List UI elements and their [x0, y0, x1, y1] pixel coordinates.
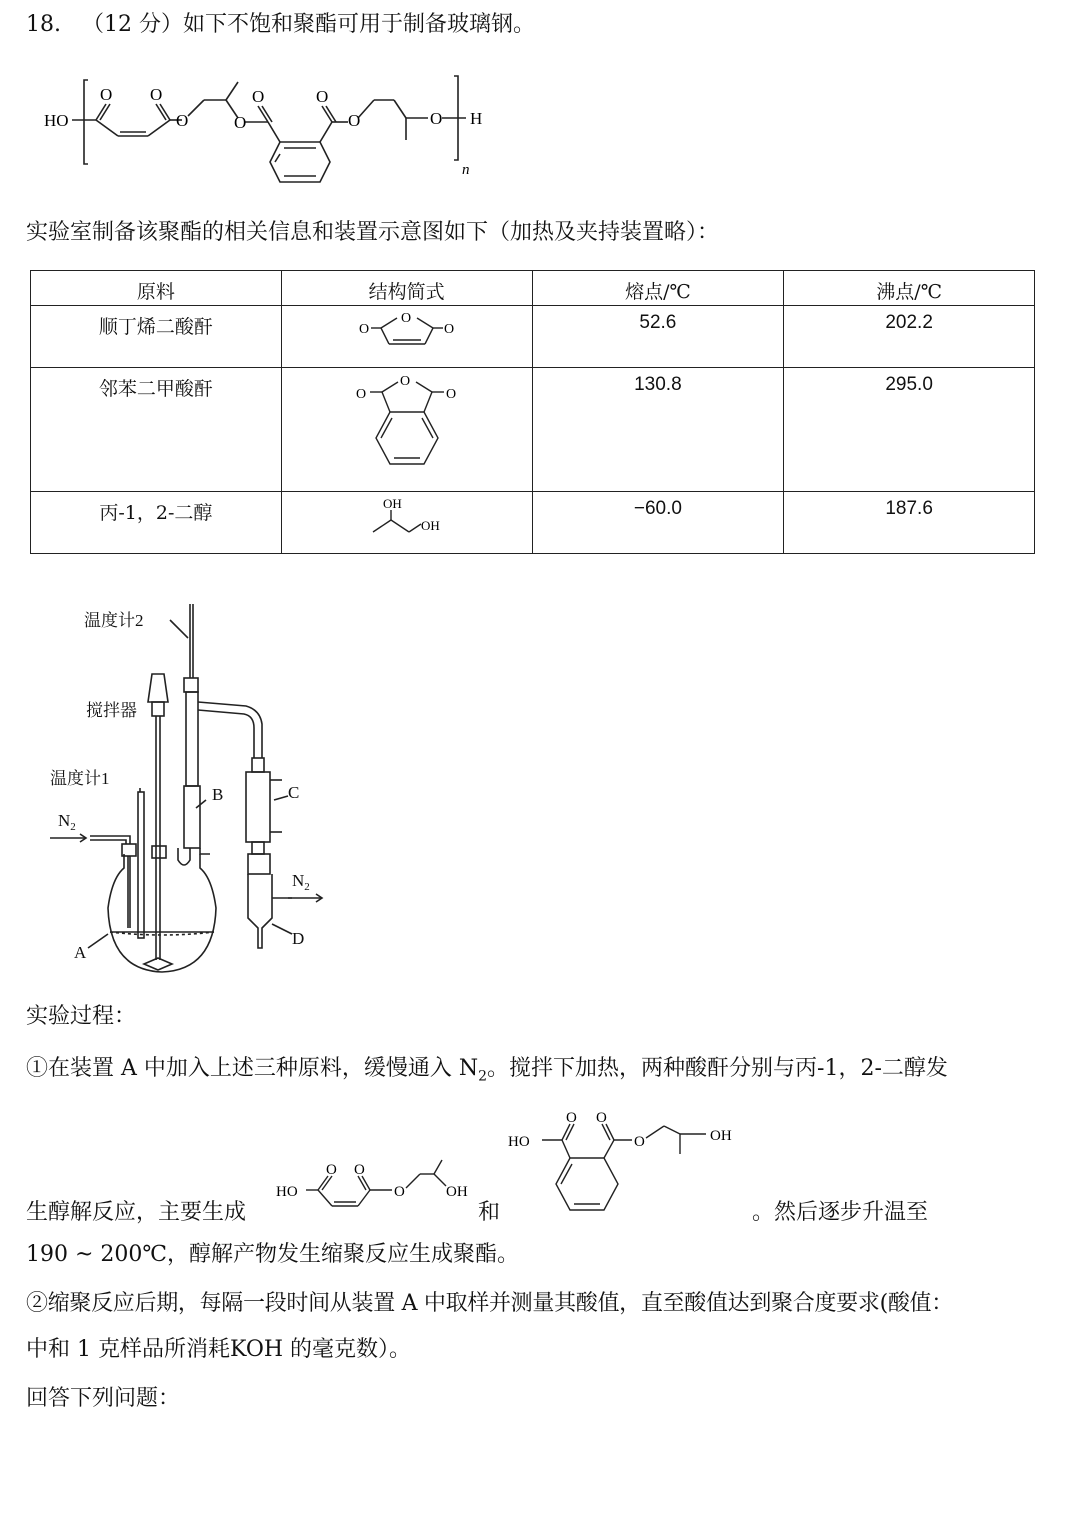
step-2-line-1: ②缩聚反应后期，每隔一段时间从装置 A 中取样并测量其酸值，直至酸值达到聚合度要求(酸值： [26, 1291, 953, 1316]
apparatus-diagram [40, 598, 340, 978]
material-name: 丙-1，2-二醇 [31, 492, 282, 554]
step-1-text-e: 190 ~ 200℃，醇解产物发生缩聚反应生成聚酯。 [26, 1242, 520, 1267]
step-1-text-b: 。搅拌下加热，两种酸酐分别与丙-1，2-二醇发 [487, 1056, 948, 1081]
polymer-structure [30, 70, 510, 200]
and-text: 和 [478, 1200, 501, 1225]
structure-cell [281, 306, 532, 368]
product-2-o-1: O [566, 1110, 577, 1126]
step-1-text-a: ①在装置 A 中加入上述三种原料，缓慢通入 N [26, 1056, 479, 1081]
polymer-o-7: O [348, 111, 361, 130]
product-2-structure [504, 1104, 754, 1222]
polymer-ho: HO [44, 111, 69, 130]
materials-table [30, 270, 1035, 554]
question-intro: 如下不饱和聚酯可用于制备玻璃钢。 [183, 12, 536, 37]
product-1-ho: HO [276, 1184, 298, 1200]
label-n2-out: $N_2$ [292, 871, 310, 893]
header-structure: 结构简式 [281, 271, 532, 306]
melting-point: 52.6 [532, 306, 784, 368]
condenser-c [246, 772, 270, 842]
melting-point: 130.8 [532, 368, 784, 492]
phthalic-o-right: O [445, 387, 456, 402]
material-name: 邻苯二甲酸酐 [31, 368, 282, 492]
maleic-anhydride-structure [347, 310, 467, 350]
step-1-line-1 [26, 1054, 948, 1091]
process-title: 实验过程： [26, 1004, 137, 1029]
table-header-row [31, 271, 1035, 306]
question-score: （12 分） [82, 12, 183, 37]
anhydride-o-left: O [358, 322, 369, 337]
structure-cell [281, 368, 532, 492]
table-row [31, 306, 1035, 368]
phthalic-o-ring: O [399, 374, 410, 389]
melting-point: −60.0 [532, 492, 784, 554]
label-n2-in: $N_2$ [58, 811, 76, 833]
boiling-point: 187.6 [784, 492, 1035, 554]
product-1-o-2: O [354, 1162, 365, 1178]
table-row [31, 492, 1035, 554]
step-2-line-2: 中和 1 克样品所消耗KOH 的毫克数）。 [26, 1337, 412, 1362]
step-1-subscript: 2 [478, 1068, 488, 1085]
label-b: B [212, 785, 224, 804]
product-1-o-1: O [326, 1162, 337, 1178]
table-row [31, 368, 1035, 492]
question-number: 18. [26, 12, 61, 37]
column-b [184, 786, 200, 848]
propanediol-oh-2: OH [420, 518, 440, 533]
product-1-o-3: O [394, 1184, 405, 1200]
thermometer-1 [138, 792, 144, 938]
header-boiling-point: 沸点/℃ [784, 271, 1035, 306]
material-name: 顺丁烯二酸酐 [31, 306, 282, 368]
product-2-oh: OH [710, 1128, 732, 1144]
stirrer-blade [144, 958, 172, 970]
polymer-subscript-n: n [462, 162, 470, 178]
label-stirrer: 搅拌器 [86, 701, 137, 720]
label-d: D [292, 929, 305, 948]
phthalic-o-left: O [355, 387, 366, 402]
header-material: 原料 [31, 271, 282, 306]
boiling-point: 202.2 [784, 306, 1035, 368]
product-2-ho: HO [508, 1134, 530, 1150]
polymer-left-bracket [84, 80, 88, 164]
polymer-o-4: O [234, 113, 247, 132]
product-1-oh: OH [446, 1184, 468, 1200]
product-2-o-3: O [634, 1134, 645, 1150]
polymer-o-2: O [150, 85, 163, 104]
polymer-h: H [470, 109, 483, 128]
header-melting-point: 熔点/℃ [532, 271, 784, 306]
label-c: C [288, 783, 300, 802]
product-2-o-2: O [596, 1110, 607, 1126]
label-a: A [74, 943, 87, 962]
anhydride-o-ring: O [400, 311, 411, 326]
label-thermometer-1: 温度计1 [50, 769, 110, 788]
propanediol-oh-1: OH [382, 496, 402, 511]
phthalic-anhydride-structure [342, 370, 472, 482]
propanediol-structure [357, 494, 457, 542]
question-header [26, 10, 535, 40]
step-1-text-c: 生醇解反应，主要生成 [26, 1200, 247, 1225]
stirrer-head [148, 674, 168, 702]
structure-cell [281, 492, 532, 554]
polymer-o-5: O [252, 87, 265, 106]
polymer-o-6: O [316, 87, 329, 106]
product-1-structure [270, 1154, 480, 1234]
anhydride-o-right: O [443, 322, 454, 337]
polymer-o-1: O [100, 85, 113, 104]
polymer-o-8: O [430, 109, 443, 128]
label-thermometer-2: 温度计2 [84, 611, 144, 630]
answer-prompt: 回答下列问题： [26, 1386, 181, 1411]
step-1-text-d: 。然后逐步升温至 [752, 1200, 929, 1225]
info-line: 实验室制备该聚酯的相关信息和装置示意图如下（加热及夹持装置略）： [26, 220, 720, 245]
boiling-point: 295.0 [784, 368, 1035, 492]
polymer-o-3: O [176, 111, 189, 130]
flask-a [108, 854, 216, 972]
